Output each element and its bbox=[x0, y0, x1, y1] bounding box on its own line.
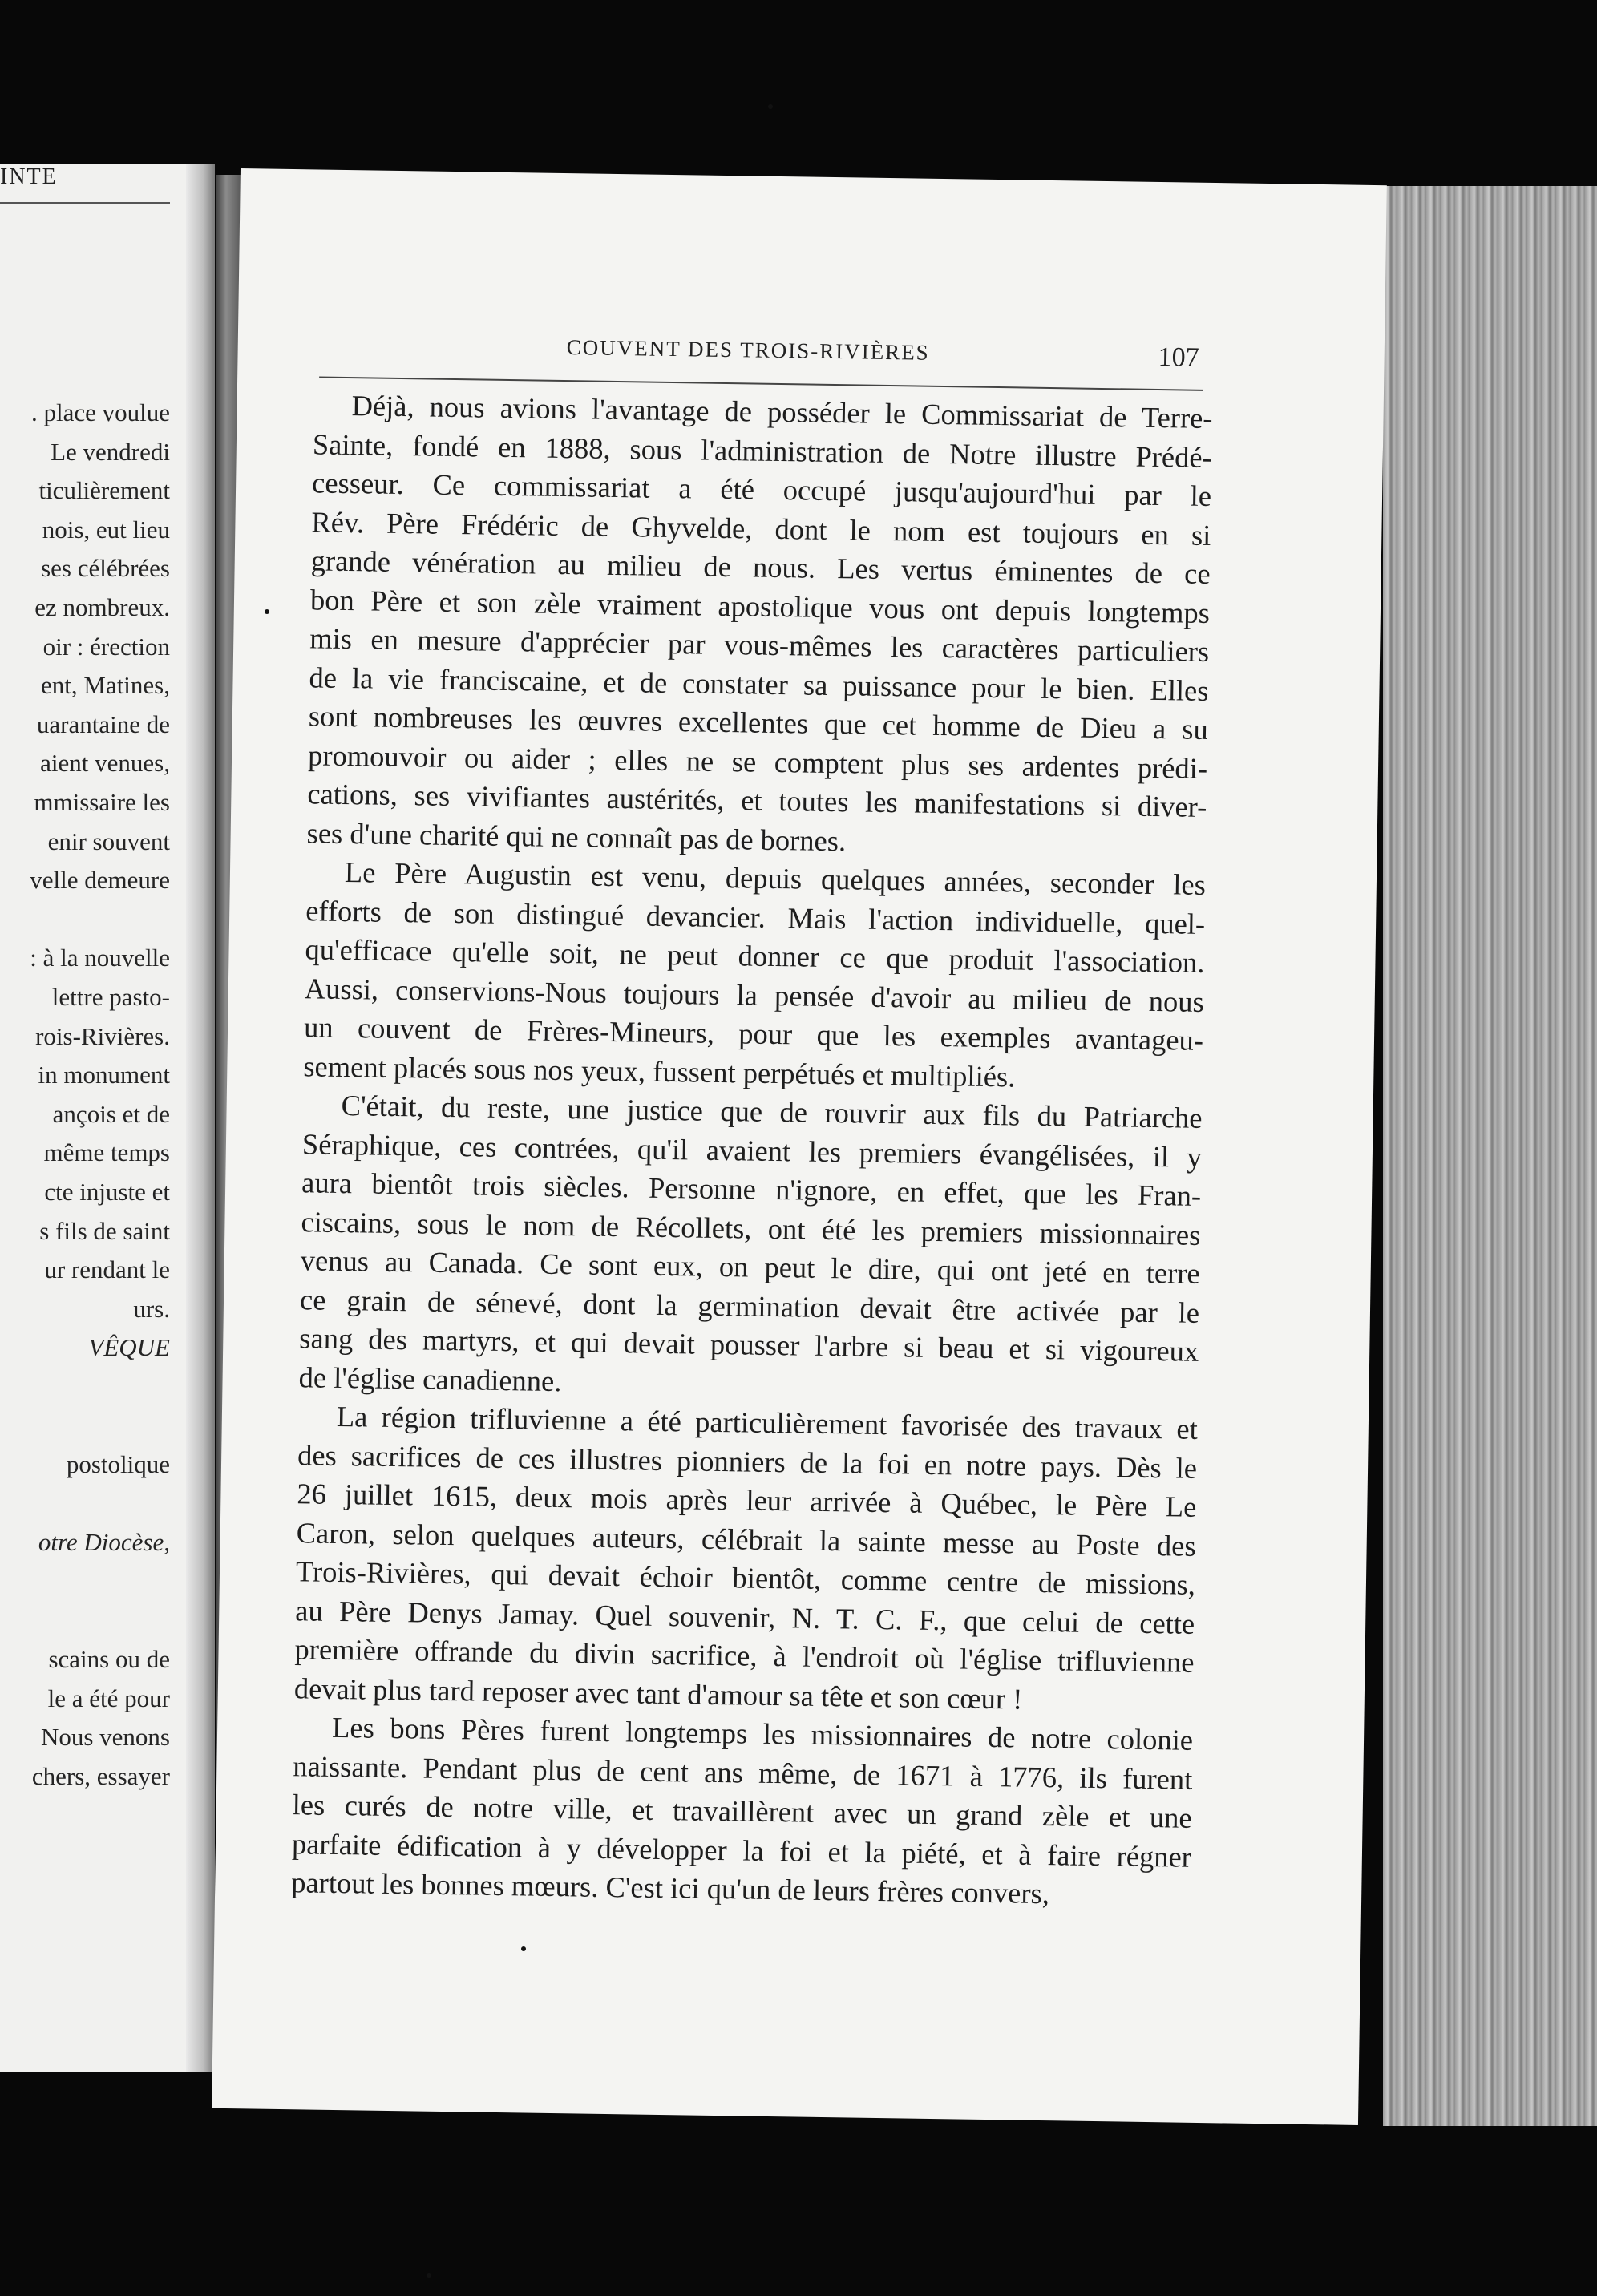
text-line: partout les bonnes mœurs. C'est ici qu'un de leurs frères convers, bbox=[290, 1866, 1050, 1910]
scan-speck bbox=[521, 1946, 526, 1951]
left-page-line: cte injuste et bbox=[44, 1178, 170, 1206]
left-page-line: ent, Matines, bbox=[41, 671, 170, 700]
text-line: sont nombreuses les œuvres excellentes que cet homme de Dieu a su bbox=[308, 699, 1209, 746]
running-head: COUVENT DES TROIS-RIVIÈRES bbox=[566, 335, 930, 365]
left-page-line: ançois et de bbox=[52, 1099, 170, 1128]
text-line: de la vie franciscaine, et de constater sa puissance pour le bien. Elles bbox=[309, 660, 1209, 707]
left-page-header: INTE bbox=[0, 164, 58, 189]
scan-speck bbox=[768, 104, 773, 109]
text-line: naissante. Pendant plus de cent ans même, de 1671 à 1776, ils furent bbox=[293, 1748, 1193, 1796]
left-page-line: chers, essayer bbox=[31, 1762, 170, 1790]
scan-speck bbox=[427, 2273, 431, 2278]
left-page-line: ses célébrées bbox=[41, 554, 170, 583]
text-line: au Père Denys Jamay. Quel souvenir, N. T. C. F., que celui de cette bbox=[295, 1593, 1195, 1640]
text-line: Déjà, nous avions l'avantage de posséder le Commissariat de Terre- bbox=[351, 389, 1213, 435]
left-page-line: s fils de saint bbox=[39, 1216, 170, 1245]
text-line: de l'église canadienne. bbox=[298, 1360, 562, 1397]
left-page-line: le a été pour bbox=[47, 1684, 170, 1712]
left-page-line: scains ou de bbox=[48, 1645, 170, 1674]
left-header-rule bbox=[0, 202, 170, 204]
text-line: un couvent de Frères-Mineurs, pour que les exemples avantageu- bbox=[303, 1010, 1204, 1057]
text-line: bon Père et son zèle vraiment apostolique vous ont depuis longtemps bbox=[309, 582, 1211, 629]
text-line: cations, ses vivifiantes austérités, et toutes les manifestations si diver- bbox=[307, 777, 1207, 823]
text-line: ses d'une charité qui ne connaît pas de bornes. bbox=[306, 815, 847, 857]
left-page-line: enir souvent bbox=[47, 827, 170, 855]
text-line: Trois-Rivières, qui devait échoir bientôt, comme centre de missions, bbox=[295, 1554, 1196, 1601]
text-line: La région trifluvienne a été particulièrement favorisée des travaux et bbox=[336, 1399, 1199, 1445]
left-page-line: : à la nouvelle bbox=[30, 944, 170, 972]
body-text bbox=[291, 386, 1213, 1915]
left-page-line: Le vendredi bbox=[51, 437, 170, 466]
left-page-gutter bbox=[186, 164, 215, 2072]
text-line: Séraphique, ces contrées, qu'il avaient les premiers évangélisées, il y bbox=[301, 1126, 1203, 1174]
text-line: mis en mesure d'apprécier par vous-mêmes les caractères particuliers bbox=[309, 621, 1210, 668]
text-line: Aussi, conservions-Nous toujours la pensée d'avoir au milieu de nous bbox=[304, 971, 1205, 1018]
left-page-line: mmissaire les bbox=[34, 788, 170, 816]
page-number: 107 bbox=[1158, 342, 1199, 373]
left-page-line: ez nombreux. bbox=[34, 593, 170, 621]
right-page bbox=[212, 168, 1387, 2125]
text-line: sement placés sous nos yeux, fussent perpétués et multipliés. bbox=[303, 1049, 1016, 1093]
text-line: ce grain de sénevé, dont la germination devait être activée par le bbox=[299, 1282, 1200, 1329]
left-page-line: nois, eut lieu bbox=[42, 515, 170, 544]
text-line: cesseur. Ce commissariat a été occupé jusqu'aujourd'hui par le bbox=[311, 466, 1212, 513]
left-page-line: velle demeure bbox=[30, 866, 170, 895]
left-page-line: lettre pasto- bbox=[51, 983, 170, 1011]
text-line: 26 juillet 1615, deux mois après leur arrivée à Québec, le Père Le bbox=[297, 1477, 1197, 1523]
left-page-line: oir : érection bbox=[42, 632, 170, 661]
text-line: Les bons Pères furent longtemps les missionnaires de notre colonie bbox=[331, 1710, 1194, 1756]
text-line: les curés de notre ville, et travaillèrent avec un grand zèle et une bbox=[292, 1788, 1192, 1834]
text-line: grande vénération au milieu de nous. Les vertus éminentes de ce bbox=[310, 544, 1211, 590]
text-line: Rév. Père Frédéric de Ghyvelde, dont le nom est toujours en si bbox=[311, 504, 1211, 552]
left-page-line: Nous venons bbox=[40, 1723, 170, 1752]
left-page-line: uarantaine de bbox=[36, 709, 170, 738]
text-line: aura bientôt trois siècles. Personne n'ignore, en effet, que les Fran- bbox=[301, 1166, 1202, 1212]
text-line: première offrande du divin sacrifice, à l'endroit où l'église trifluvienne bbox=[294, 1632, 1195, 1679]
text-line: Caron, selon quelques auteurs, célébrait la sainte messe au Poste des bbox=[296, 1515, 1196, 1562]
text-line: C'était, du reste, une justice que de rouvrir aux fils du Patriarche bbox=[341, 1088, 1203, 1134]
text-line: parfaite édification à y développer la foi et la piété, et à faire régner bbox=[291, 1826, 1192, 1874]
scan-speck bbox=[265, 609, 269, 614]
left-page-line: in monument bbox=[38, 1061, 170, 1089]
left-page-line: otre Diocèse, bbox=[38, 1528, 170, 1557]
left-page-line: même temps bbox=[43, 1138, 170, 1167]
text-line: efforts de son distingué devancier. Mais l'action individuelle, quel- bbox=[305, 893, 1206, 940]
text-line: qu'efficace qu'elle soit, ne peut donner ce que produit l'association. bbox=[305, 932, 1205, 979]
text-line: Sainte, fondé en 1888, sous l'administration de Notre illustre Prédé- bbox=[312, 426, 1213, 474]
left-page-line: . place voulue bbox=[30, 398, 170, 426]
left-page-line: VÊQUE bbox=[88, 1333, 170, 1362]
text-line: des sacrifices de ces illustres pionniers de la foi en notre pays. Dès le bbox=[297, 1437, 1198, 1485]
text-line: Le Père Augustin est venu, depuis quelques années, seconder les bbox=[344, 855, 1207, 901]
left-page-line: aient venues, bbox=[40, 749, 170, 778]
left-page-line: rois-Rivières. bbox=[35, 1021, 170, 1050]
left-page-line: postolique bbox=[66, 1450, 170, 1479]
book-page-edges bbox=[1383, 186, 1597, 2126]
left-page-line: urs. bbox=[133, 1294, 170, 1323]
text-line: promouvoir ou aider ; elles ne se comptent plus ses ardentes prédi- bbox=[307, 738, 1208, 785]
left-page-line: ticulièrement bbox=[38, 476, 170, 505]
text-line: ciscains, sous le nom de Récollets, ont été les premiers missionnaires bbox=[301, 1204, 1201, 1251]
left-page-line: ur rendant le bbox=[44, 1255, 170, 1284]
text-line: venus au Canada. Ce sont eux, on peut le dire, qui ont jeté en terre bbox=[300, 1243, 1200, 1290]
text-line: sang des martyrs, et qui devait pousser l'arbre si beau et si vigoureux bbox=[299, 1321, 1199, 1368]
text-line: devait plus tard reposer avec tant d'amour sa tête et son cœur ! bbox=[293, 1671, 1023, 1716]
